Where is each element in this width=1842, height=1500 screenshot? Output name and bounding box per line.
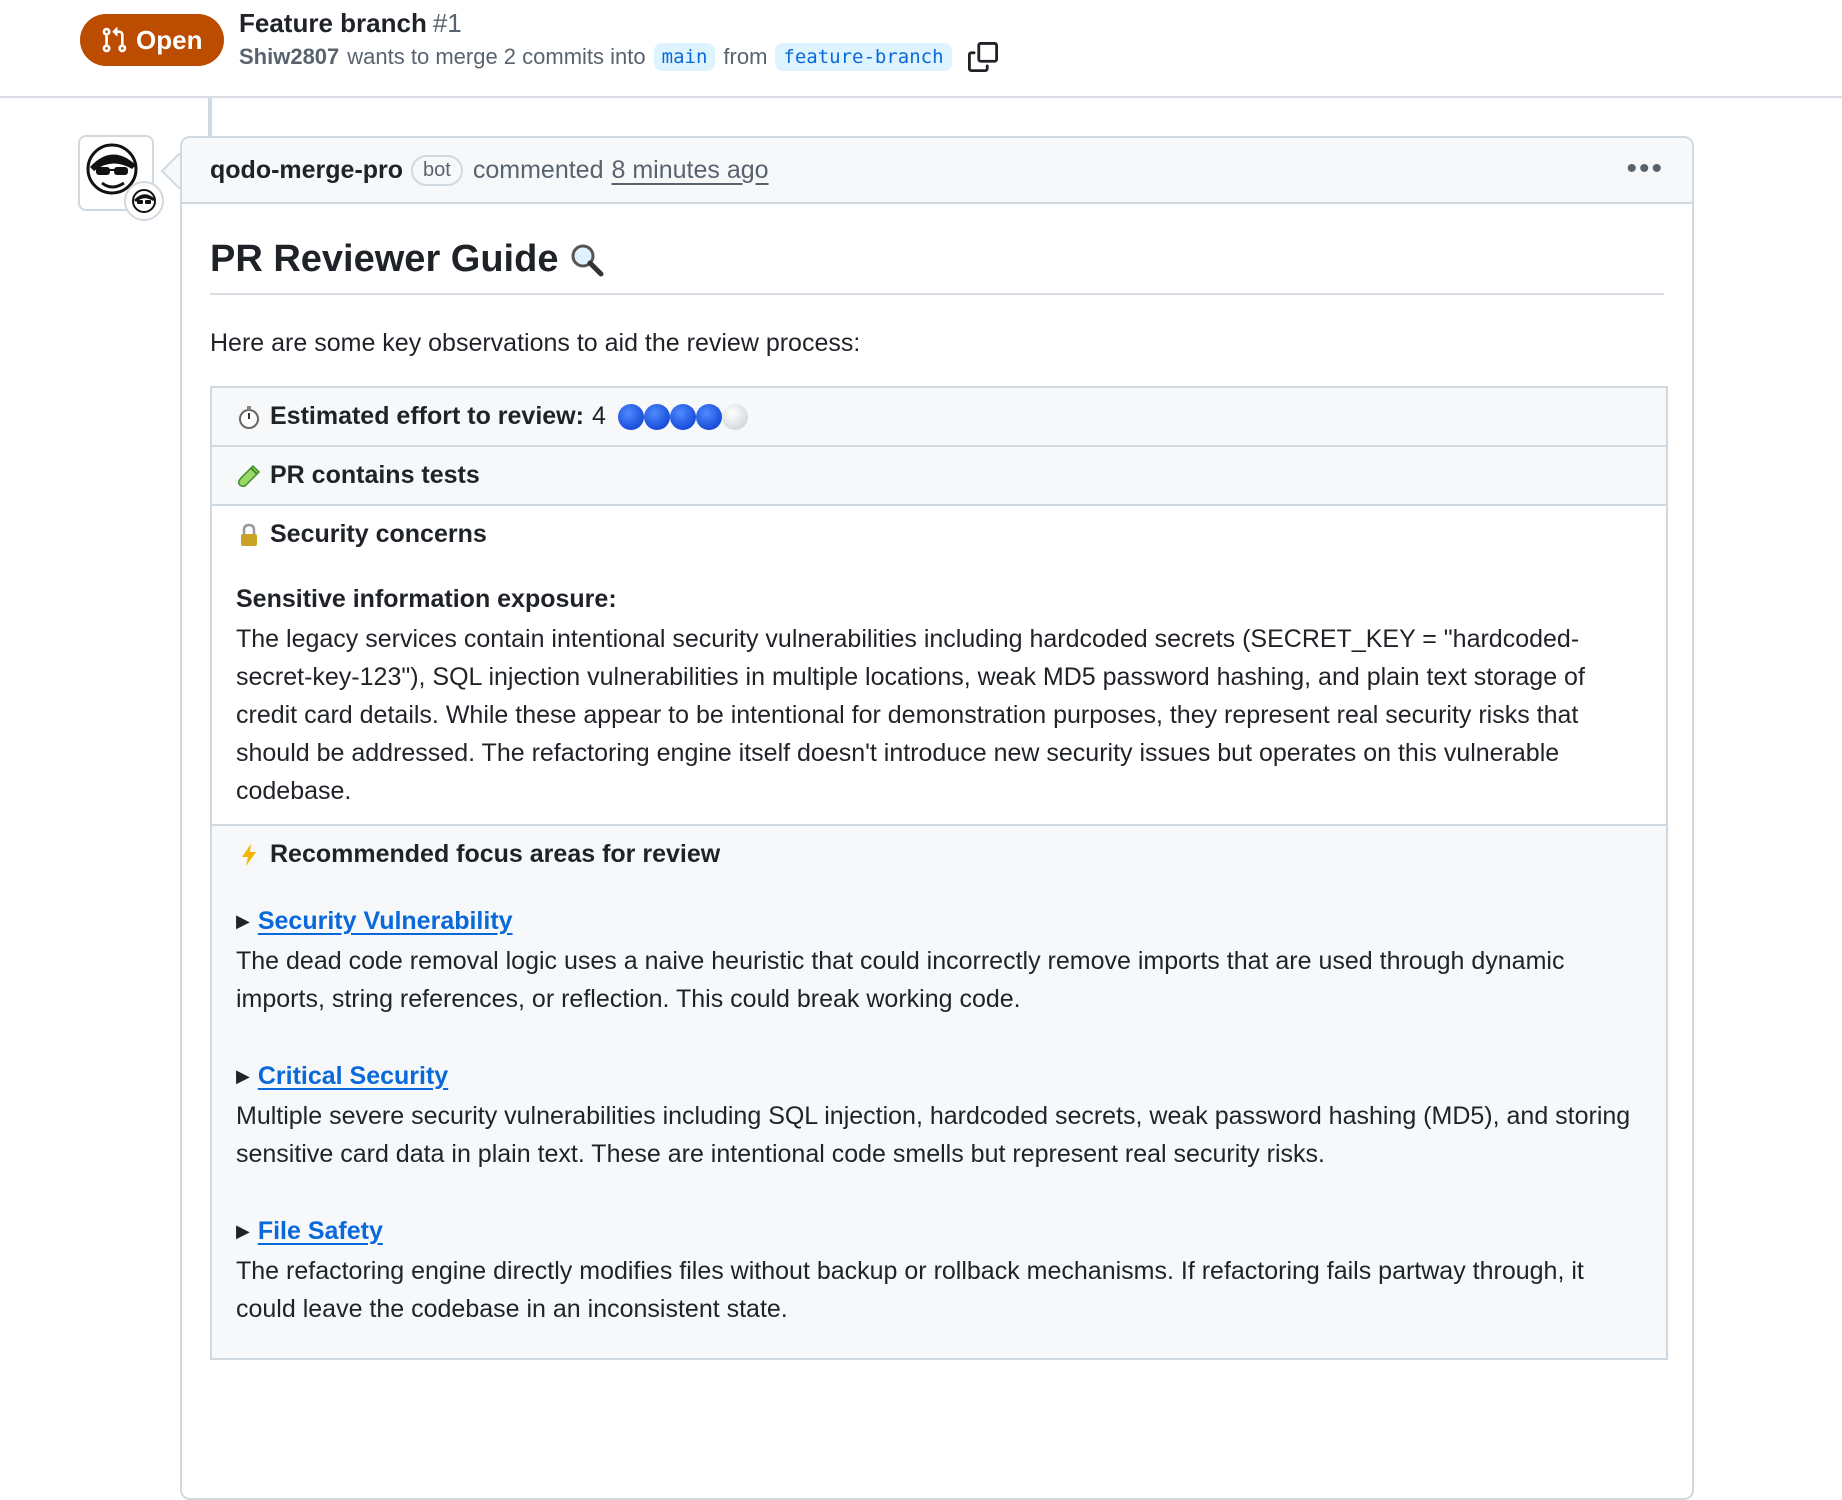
effort-dot-filled [696, 404, 722, 430]
app-badge-icon [126, 183, 162, 219]
focus-heading [236, 840, 1642, 869]
magnifier-icon [568, 241, 606, 279]
guide-intro: Here are some key observations to aid the review process: [210, 329, 861, 357]
review-comment [180, 136, 1694, 1500]
merge-text: wants to merge 2 commits into [347, 44, 646, 69]
effort-dot-empty [722, 404, 748, 430]
focus-item [236, 907, 1642, 1018]
effort-rating [618, 404, 748, 430]
triangle-right-icon[interactable]: ▶ [236, 911, 250, 931]
comment-header [182, 138, 1692, 204]
triangle-right-icon[interactable]: ▶ [236, 1066, 250, 1086]
pr-header [0, 0, 1842, 98]
focus-item-link[interactable]: File Safety [257, 1217, 383, 1245]
kebab-horizontal-icon[interactable]: ••• [1626, 152, 1664, 185]
base-branch[interactable]: main [654, 43, 716, 71]
tests-label: PR contains tests [270, 461, 480, 489]
effort-row [212, 388, 1666, 447]
pr-merge-info [239, 42, 998, 72]
comment-timestamp-link[interactable]: 8 minutes ago [611, 155, 769, 184]
comment-body [182, 204, 1692, 1360]
comment-author-link[interactable]: qodo-merge-pro [210, 155, 404, 184]
effort-dot-filled [670, 404, 696, 430]
security-heading [236, 520, 1642, 549]
review-table [210, 386, 1668, 1360]
lightning-icon [236, 842, 262, 868]
tests-row [212, 447, 1666, 506]
head-branch[interactable]: feature-branch [775, 43, 951, 71]
focus-item-toggle[interactable] [236, 907, 1642, 936]
guide-title [210, 238, 1664, 295]
focus-item-text: The dead code removal logic uses a naive heuristic that could incorrectly remove imports that are used through dynamic imports, string references, or reflection. This could break working code. [236, 947, 1565, 1013]
bot-label: bot [411, 155, 463, 186]
focus-item-text: The refactoring engine directly modifies files without backup or rollback mechanisms. If refactoring fails partway through, it could leave the codebase in an inconsistent state. [236, 1257, 1584, 1323]
lock-icon [236, 522, 262, 548]
stopwatch-icon [236, 404, 262, 430]
bot-avatar[interactable] [78, 135, 154, 211]
effort-value: 4 [591, 402, 606, 430]
effort-heading [236, 402, 1642, 431]
security-row [212, 506, 1666, 826]
focus-item [236, 1062, 1642, 1173]
effort-dot-filled [644, 404, 670, 430]
focus-label: Recommended focus areas for review [270, 840, 721, 868]
focus-item-toggle[interactable] [236, 1062, 1642, 1091]
triangle-right-icon[interactable]: ▶ [236, 1221, 250, 1241]
app-badge [124, 181, 164, 221]
git-pull-request-icon [100, 26, 128, 54]
pr-number: #1 [432, 8, 462, 38]
focus-item-link[interactable]: Security Vulnerability [257, 907, 513, 935]
focus-row [212, 826, 1666, 1358]
focus-item [236, 1217, 1642, 1328]
pr-title [239, 8, 462, 39]
comment-action: commented [472, 155, 604, 184]
focus-item-toggle[interactable] [236, 1217, 1642, 1246]
guide-title-text: PR Reviewer Guide [210, 238, 559, 280]
test-tube-icon [236, 463, 262, 489]
pr-state-badge [80, 14, 224, 66]
copy-icon[interactable] [968, 42, 998, 72]
tests-heading [236, 461, 1642, 490]
from-text: from [723, 44, 768, 69]
timeline-line [208, 98, 212, 138]
security-subheading: Sensitive information exposure: [236, 585, 617, 613]
effort-label: Estimated effort to review: [270, 402, 584, 430]
security-label: Security concerns [270, 520, 487, 548]
pr-state-label: Open [136, 24, 203, 55]
pr-author-link[interactable]: Shiw2807 [239, 44, 340, 69]
focus-item-text: Multiple severe security vulnerabilities including SQL injection, hardcoded secrets, weak password hashing (MD5), and storing sensitive card data in plain text. These are intentional code smells but represent real security risks. [236, 1102, 1631, 1168]
focus-item-link[interactable]: Critical Security [257, 1062, 449, 1090]
security-text: The legacy services contain intentional security vulnerabilities including hardcoded secrets (SECRET_KEY = "hardcoded-secret-key-123"), SQL injection vulnerabilities in multiple locations, weak MD5 password hashing, and plain text storage of credit card details. While these appear to be intentional for demonstration purposes, they represent real security risks that should be addressed. The refactoring engine itself doesn't introduce new security issues but operates on this vulnerable codebase. [236, 625, 1585, 805]
pr-title-text: Feature branch [239, 8, 427, 38]
effort-dot-filled [618, 404, 644, 430]
